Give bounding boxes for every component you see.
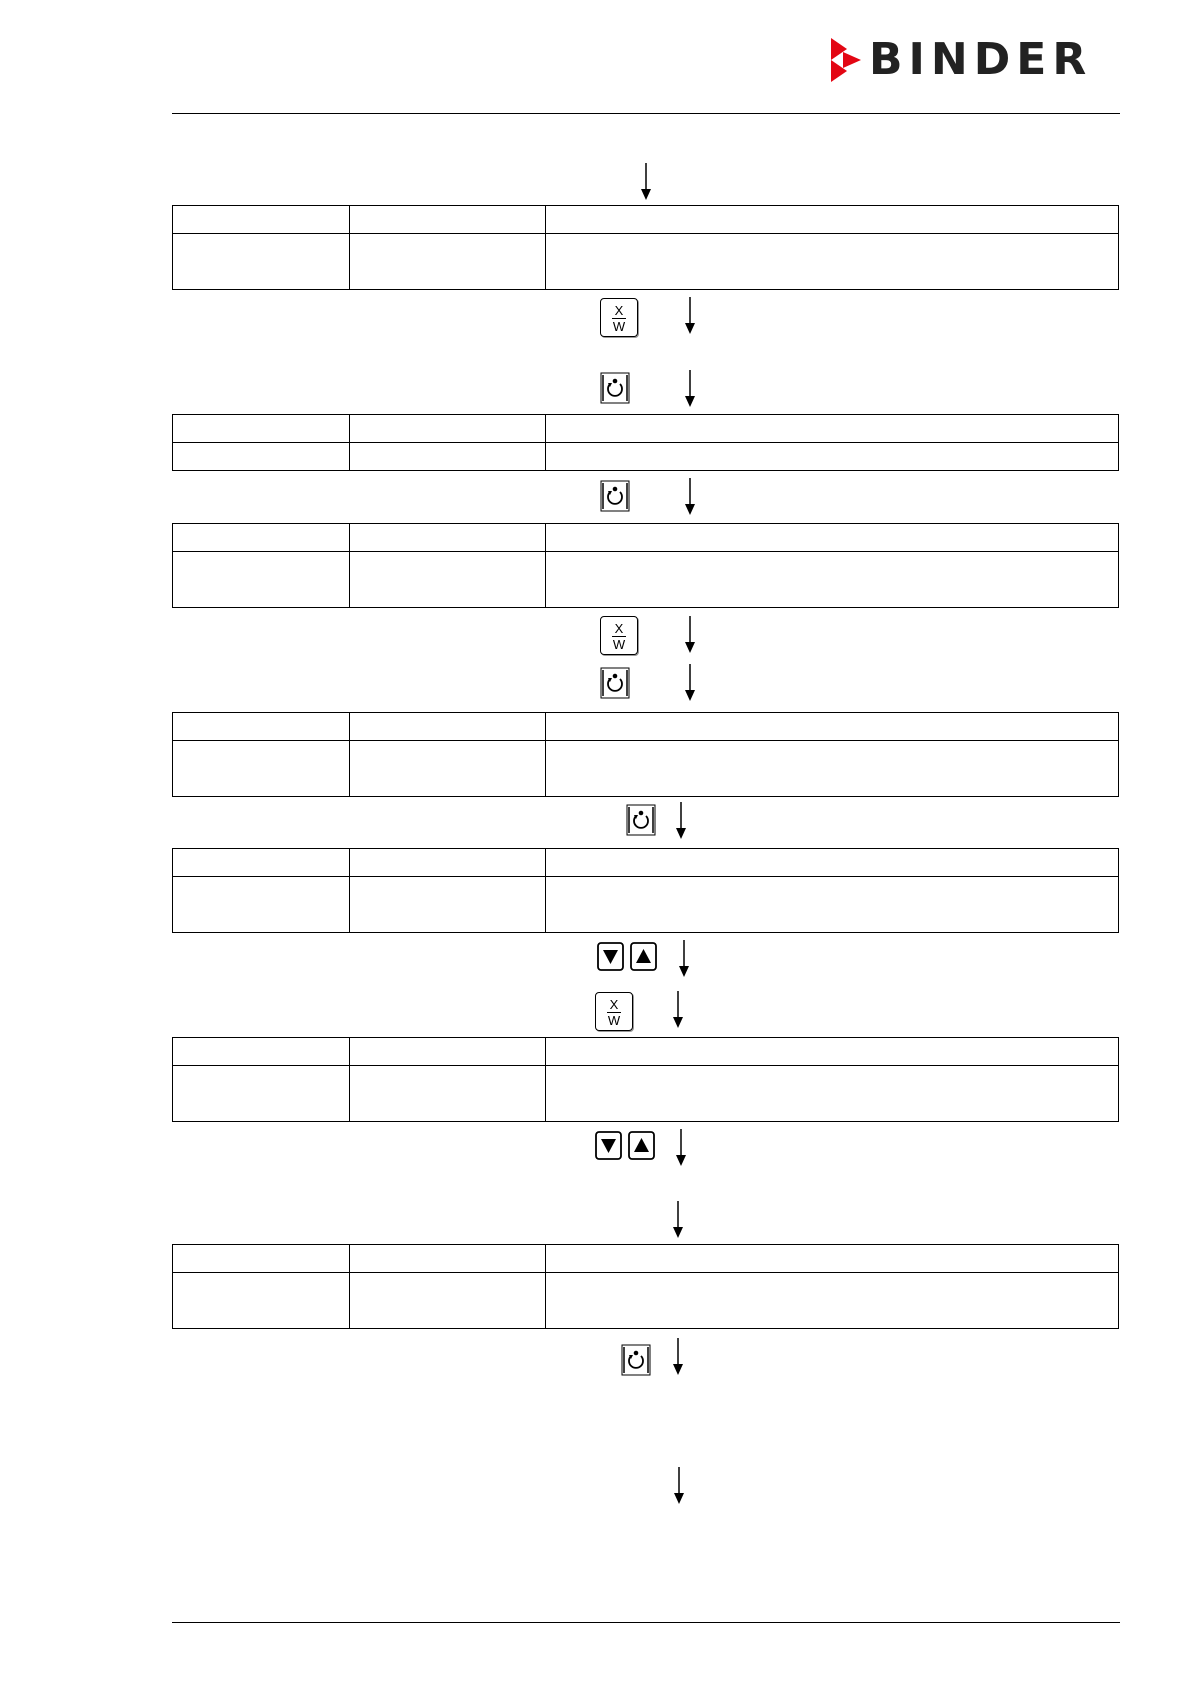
down-arrow-icon [640, 163, 652, 200]
display-table-5 [172, 848, 1119, 933]
xw-key-icon[interactable]: X W [600, 616, 638, 655]
up-triangle-key-icon[interactable] [628, 1131, 655, 1160]
display-table-7 [172, 1244, 1119, 1329]
xw-key-icon[interactable]: X W [600, 298, 638, 337]
display-table-3 [172, 523, 1119, 608]
display-table-2 [172, 414, 1119, 471]
table-header-row [173, 713, 1118, 741]
table-header-row [173, 849, 1118, 877]
rotate-confirm-icon[interactable] [626, 804, 656, 836]
flow-arrow-4 [684, 478, 696, 515]
table-row [173, 741, 1118, 796]
table-row [173, 1273, 1118, 1328]
table-row [173, 443, 1118, 470]
flow-arrow-10 [675, 1129, 687, 1166]
flow-arrow-1 [640, 163, 652, 200]
display-table-6 [172, 1037, 1119, 1122]
flow-arrow-13 [673, 1467, 685, 1504]
header-rule [172, 113, 1120, 114]
down-arrow-icon [675, 1129, 687, 1166]
down-arrow-icon [684, 297, 696, 334]
up-triangle-key-icon[interactable] [630, 942, 657, 971]
flow-arrow-6 [684, 664, 696, 701]
footer-rule [172, 1622, 1120, 1623]
table-row [173, 234, 1118, 289]
rotate-confirm-icon[interactable] [600, 372, 630, 404]
brand-name: BINDER [869, 34, 1093, 85]
flow-arrow-9 [672, 991, 684, 1028]
flow-arrow-2 [684, 297, 696, 334]
flow-arrow-8 [678, 940, 690, 977]
table-header-row [173, 415, 1118, 443]
table-row [173, 877, 1118, 932]
display-table-4 [172, 712, 1119, 797]
table-header-row [173, 206, 1118, 234]
binder-logo-mark-icon [829, 38, 861, 82]
table-row [173, 1066, 1118, 1121]
down-arrow-icon [684, 370, 696, 407]
down-arrow-icon [675, 802, 687, 839]
down-triangle-key-icon[interactable] [597, 942, 624, 971]
down-arrow-icon [684, 616, 696, 653]
xw-key-icon[interactable]: X W [595, 992, 633, 1031]
table-header-row [173, 1038, 1118, 1066]
down-arrow-icon [672, 1201, 684, 1238]
down-arrow-icon [673, 1467, 685, 1504]
down-arrow-icon [672, 991, 684, 1028]
flow-arrow-7 [675, 802, 687, 839]
down-arrow-icon [672, 1338, 684, 1375]
down-triangle-key-icon[interactable] [595, 1131, 622, 1160]
flow-arrow-11 [672, 1201, 684, 1238]
flow-arrow-5 [684, 616, 696, 653]
rotate-confirm-icon[interactable] [600, 667, 630, 699]
down-arrow-icon [684, 478, 696, 515]
rotate-confirm-icon[interactable] [621, 1344, 651, 1376]
table-header-row [173, 524, 1118, 552]
flow-arrow-3 [684, 370, 696, 407]
table-row [173, 552, 1118, 607]
table-header-row [173, 1245, 1118, 1273]
display-table-1 [172, 205, 1119, 290]
rotate-confirm-icon[interactable] [600, 480, 630, 512]
down-arrow-icon [678, 940, 690, 977]
down-arrow-icon [684, 664, 696, 701]
flow-arrow-12 [672, 1338, 684, 1375]
